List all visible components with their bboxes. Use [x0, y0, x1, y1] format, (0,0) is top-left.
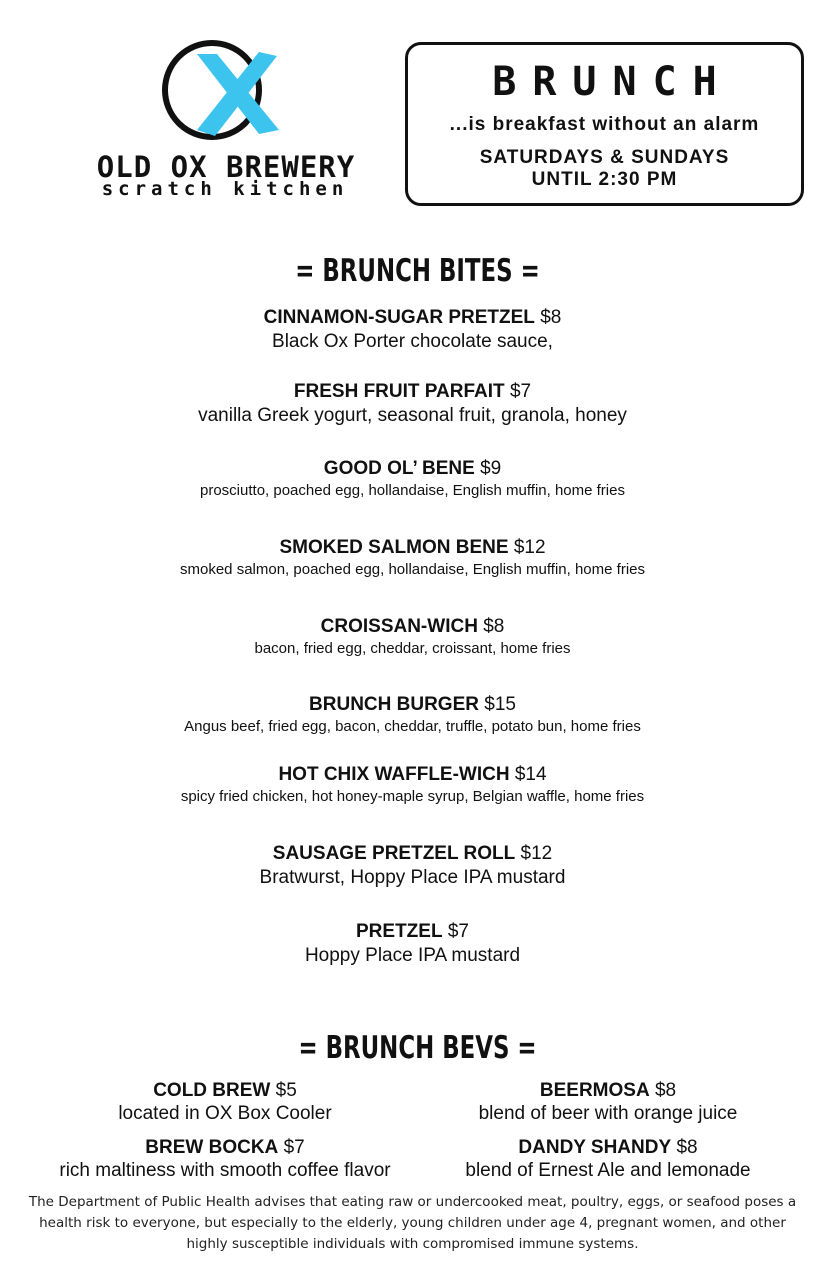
item-price: $14: [514, 764, 547, 785]
item-name: BRUNCH BURGER: [309, 694, 479, 715]
health-disclaimer: The Department of Public Health advises that eating raw or undercooked meat, poultry, eggs, or seafood poses a health risk to everyone, but especially to the elderly, young children under age 4, pregnant women, and other highly susceptible individuals with compromised immune systems.: [28, 1194, 797, 1252]
ox-logo-icon: [155, 38, 280, 143]
item-name: BREW BOCKA: [145, 1137, 279, 1158]
item-description: blend of beer with orange juice: [478, 1103, 738, 1124]
item-description: Bratwurst, Hoppy Place IPA mustard: [259, 867, 566, 888]
bev-item: [408, 1136, 808, 1182]
bev-item: [25, 1136, 425, 1182]
menu-item: [0, 457, 825, 501]
item-name: DANDY SHANDY: [518, 1137, 672, 1158]
brunch-header-box: [405, 42, 804, 206]
brunch-title: BRUNCH: [492, 59, 733, 105]
bevs-heading: = BRUNCH BEVS =: [298, 1030, 537, 1066]
menu-item: [0, 693, 825, 737]
item-description: vanilla Greek yogurt, seasonal fruit, granola, honey: [198, 405, 627, 426]
item-name: BEERMOSA: [539, 1080, 650, 1101]
item-price: $7: [509, 381, 532, 402]
item-name: CINNAMON-SUGAR PRETZEL: [263, 307, 535, 328]
bev-item: [25, 1079, 425, 1125]
item-description: blend of Ernest Ale and lemonade: [465, 1160, 751, 1181]
item-price: $8: [654, 1080, 677, 1101]
brunch-time: UNTIL 2:30 PM: [531, 169, 678, 190]
menu-item: [0, 306, 825, 353]
item-description: prosciutto, poached egg, hollandaise, English muffin, home fries: [200, 482, 625, 499]
item-price: $12: [513, 537, 546, 558]
item-price: $12: [520, 843, 553, 864]
menu-item: [0, 536, 825, 580]
item-price: $7: [447, 921, 469, 942]
item-name: GOOD OL’ BENE: [323, 458, 475, 479]
item-name: CROISSAN-WICH: [320, 616, 478, 637]
item-description: smoked salmon, poached egg, hollandaise, English muffin, home fries: [180, 561, 645, 578]
item-price: $5: [275, 1080, 297, 1101]
brand-name: OLD OX BREWERY: [96, 150, 356, 184]
item-name: SMOKED SALMON BENE: [279, 537, 509, 558]
menu-item: [0, 615, 825, 659]
brunch-tagline: ...is breakfast without an alarm: [449, 114, 760, 135]
item-price: $8: [483, 616, 505, 637]
item-price: $8: [540, 307, 562, 328]
item-name: PRETZEL: [356, 921, 443, 942]
menu-item: [0, 763, 825, 807]
item-name: COLD BREW: [153, 1080, 271, 1101]
item-price: $7: [283, 1137, 305, 1158]
x-mark-icon: [197, 52, 279, 136]
item-description: bacon, fried egg, cheddar, croissant, home fries: [254, 640, 571, 657]
menu-item: [0, 920, 825, 967]
item-description: Black Ox Porter chocolate sauce,: [272, 331, 553, 352]
item-description: located in OX Box Cooler: [118, 1103, 332, 1124]
item-name: HOT CHIX WAFFLE-WICH: [278, 764, 510, 785]
bev-item: [408, 1079, 808, 1125]
brunch-days: SATURDAYS & SUNDAYS: [479, 147, 730, 168]
item-name: FRESH FRUIT PARFAIT: [293, 381, 505, 402]
item-name: SAUSAGE PRETZEL ROLL: [272, 843, 516, 864]
item-description: Angus beef, fried egg, bacon, cheddar, truffle, potato bun, home fries: [184, 718, 641, 735]
menu-item: [0, 380, 825, 427]
item-price: $9: [480, 458, 502, 479]
brand-logo: [55, 38, 395, 208]
brand-subtitle: scratch kitchen: [101, 178, 349, 200]
item-price: $8: [676, 1137, 698, 1158]
item-price: $15: [484, 694, 516, 715]
item-description: spicy fried chicken, hot honey-maple syrup, Belgian waffle, home fries: [180, 788, 645, 805]
item-description: Hoppy Place IPA mustard: [304, 945, 521, 966]
menu-item: [0, 842, 825, 889]
bites-heading: = BRUNCH BITES =: [295, 253, 540, 289]
item-description: rich maltiness with smooth coffee flavor: [59, 1160, 391, 1181]
